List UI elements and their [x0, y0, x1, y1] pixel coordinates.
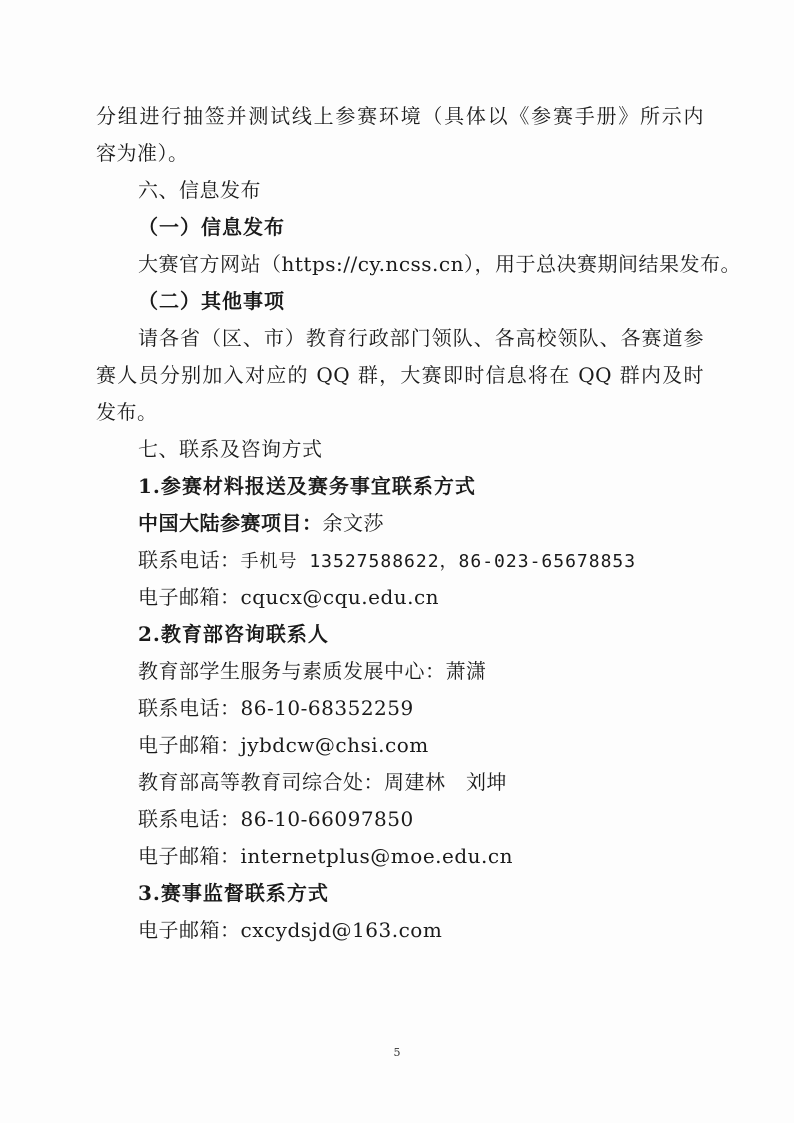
contact-item-1-title: 1.参赛材料报送及赛务事宜联系方式	[138, 474, 476, 498]
mainland-label: 中国大陆参赛项目：	[138, 511, 323, 535]
page-number: 5	[393, 1046, 401, 1059]
email-line-1	[96, 579, 704, 616]
phone-line-3	[96, 801, 704, 838]
paragraph-line: 发布。	[96, 400, 158, 424]
contact-item-3-title: 3.赛事监督联系方式	[138, 881, 329, 905]
email-label: 电子邮箱：	[138, 844, 241, 868]
subsection-heading-info-release: （一）信息发布	[138, 215, 285, 239]
email-line-2	[96, 727, 704, 764]
phone-label: 联系电话：	[138, 696, 241, 720]
email-value: internetplus@moe.edu.cn	[240, 844, 513, 868]
center-contact-line: 教育部学生服务与素质发展中心：萧潇	[138, 659, 487, 683]
phone-label: 联系电话：	[138, 807, 241, 831]
paragraph-line-website: 大赛官方网站（https://cy.ncss.cn），用于总决赛期间结果发布。	[138, 252, 741, 276]
phone-value: 86-10-66097850	[240, 807, 414, 831]
mainland-name: 余文莎	[322, 511, 384, 535]
subsection-heading-other: （二）其他事项	[138, 289, 285, 313]
phone-value: 86-10-68352259	[240, 696, 414, 720]
contact-item-2-title: 2.教育部咨询联系人	[138, 622, 329, 646]
section-heading-info-release: 六、信息发布	[138, 178, 261, 202]
document-body	[96, 98, 741, 949]
email-value: cxcydsjd@163.com	[240, 918, 443, 942]
paragraph-line: 分组进行抽签并测试线上参赛环境（具体以《参赛手册》所示内	[96, 104, 704, 128]
paragraph-line: 赛人员分别加入对应的 QQ 群，大赛即时信息将在 QQ 群内及时	[96, 363, 704, 387]
email-value: cqucx@cqu.edu.cn	[240, 585, 440, 609]
section-heading-contact: 七、联系及咨询方式	[138, 437, 323, 461]
email-line-4	[96, 912, 704, 949]
paragraph-line: 请各省（区、市）教育行政部门领队、各高校领队、各赛道参	[138, 326, 704, 350]
email-label: 电子邮箱：	[138, 918, 241, 942]
email-label: 电子邮箱：	[138, 585, 241, 609]
email-line-3	[96, 838, 704, 875]
mainland-contact-line	[96, 505, 704, 542]
email-label: 电子邮箱：	[138, 733, 241, 757]
office-contact-line: 教育部高等教育司综合处：周建林 刘坤	[138, 770, 507, 794]
phone-line-2	[96, 690, 704, 727]
phone-line-1	[96, 542, 704, 579]
email-value: jybdcw@chsi.com	[240, 733, 429, 757]
phone-label: 联系电话：	[138, 548, 241, 572]
paragraph-line: 容为准）。	[96, 141, 189, 165]
phone-value: 手机号 13527588622，86-023-65678853	[240, 551, 637, 572]
